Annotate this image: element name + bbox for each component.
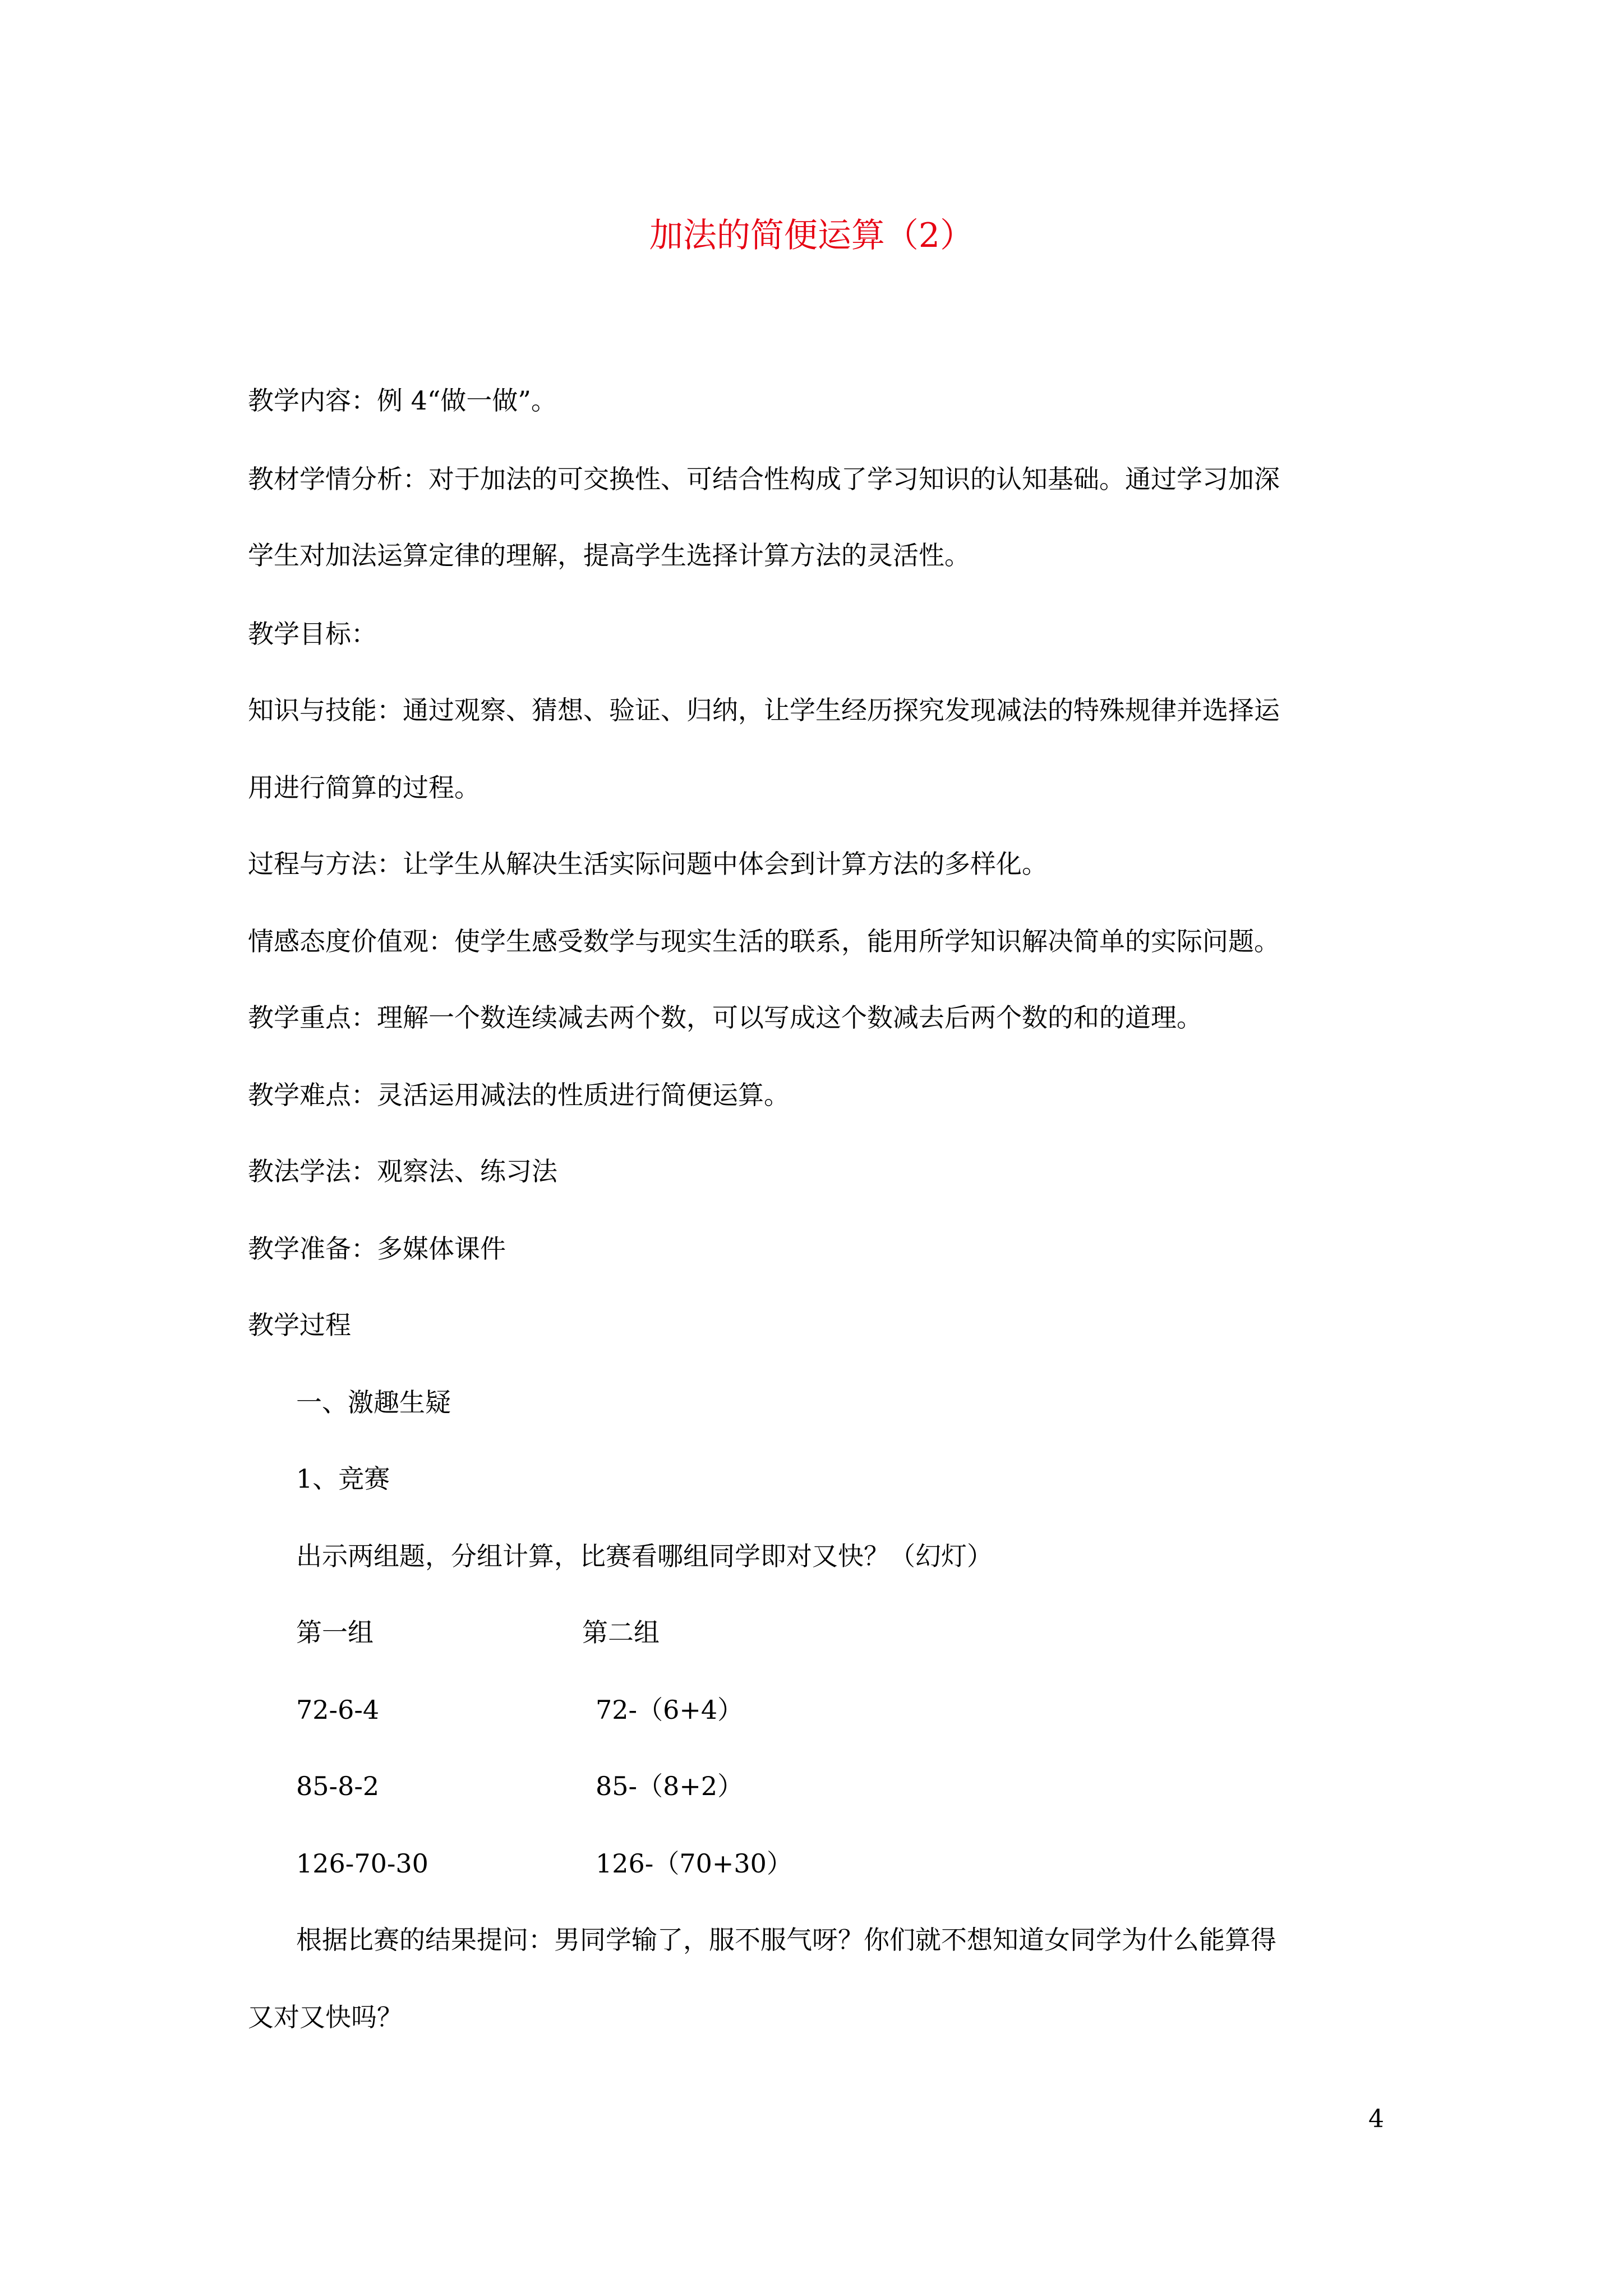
text-line-knowledge-1: 知识与技能：通过观察、猜想、验证、归纳，让学生经历探究发现减法的特殊规律并选择运: [248, 695, 1280, 725]
problem-group1: 72-6-4: [296, 1695, 380, 1725]
text-line-key-point: 教学重点：理解一个数连续减去两个数，可以写成这个数减去后两个数的和的道理。: [248, 1002, 1202, 1033]
text-line-objectives: 教学目标：: [248, 619, 377, 649]
question-line-2: 又对又快吗？: [248, 2002, 403, 2032]
group-two-header: 第二组: [582, 1617, 660, 1648]
text-line-preparation: 教学准备：多媒体课件: [248, 1234, 506, 1264]
problem-group2: 126-（70+30）: [596, 1848, 792, 1879]
problem-group2: 85-（8+2）: [596, 1771, 744, 1801]
problem-group1: 126-70-30: [296, 1848, 428, 1879]
text-line-content: 教学内容：例 4“做一做”。: [248, 385, 557, 416]
text-line-analysis-1: 教材学情分析：对于加法的可交换性、可结合性构成了学习知识的认知基础。通过学习加深: [248, 464, 1280, 494]
text-line-knowledge-2: 用进行简算的过程。: [248, 772, 480, 803]
page-number: 4: [1368, 2105, 1384, 2133]
problem-group2: 72-（6+4）: [596, 1695, 744, 1725]
instruction-line: 出示两组题，分组计算，比赛看哪组同学即对又快？（幻灯）: [296, 1541, 993, 1571]
problem-group1: 85-8-2: [296, 1771, 380, 1801]
document-title: 加法的简便运算（2）: [649, 216, 974, 255]
text-line-difficulty: 教学难点：灵活运用减法的性质进行简便运算。: [248, 1080, 790, 1110]
text-line-process-heading: 教学过程: [248, 1310, 351, 1340]
text-line-attitude: 情感态度价值观：使学生感受数学与现实生活的联系，能用所学知识解决简单的实际问题。: [248, 926, 1280, 956]
item-heading: 1、竞赛: [296, 1464, 390, 1494]
text-line-process: 过程与方法：让学生从解决生活实际问题中体会到计算方法的多样化。: [248, 849, 1048, 879]
question-line-1: 根据比赛的结果提问：男同学输了，服不服气呀？你们就不想知道女同学为什么能算得: [296, 1925, 1276, 1955]
text-line-analysis-2: 学生对加法运算定律的理解，提高学生选择计算方法的灵活性。: [248, 540, 970, 570]
group-one-header: 第一组: [296, 1617, 374, 1648]
section-heading: 一、激趣生疑: [296, 1387, 451, 1418]
text-line-methods: 教法学法：观察法、练习法: [248, 1156, 557, 1186]
